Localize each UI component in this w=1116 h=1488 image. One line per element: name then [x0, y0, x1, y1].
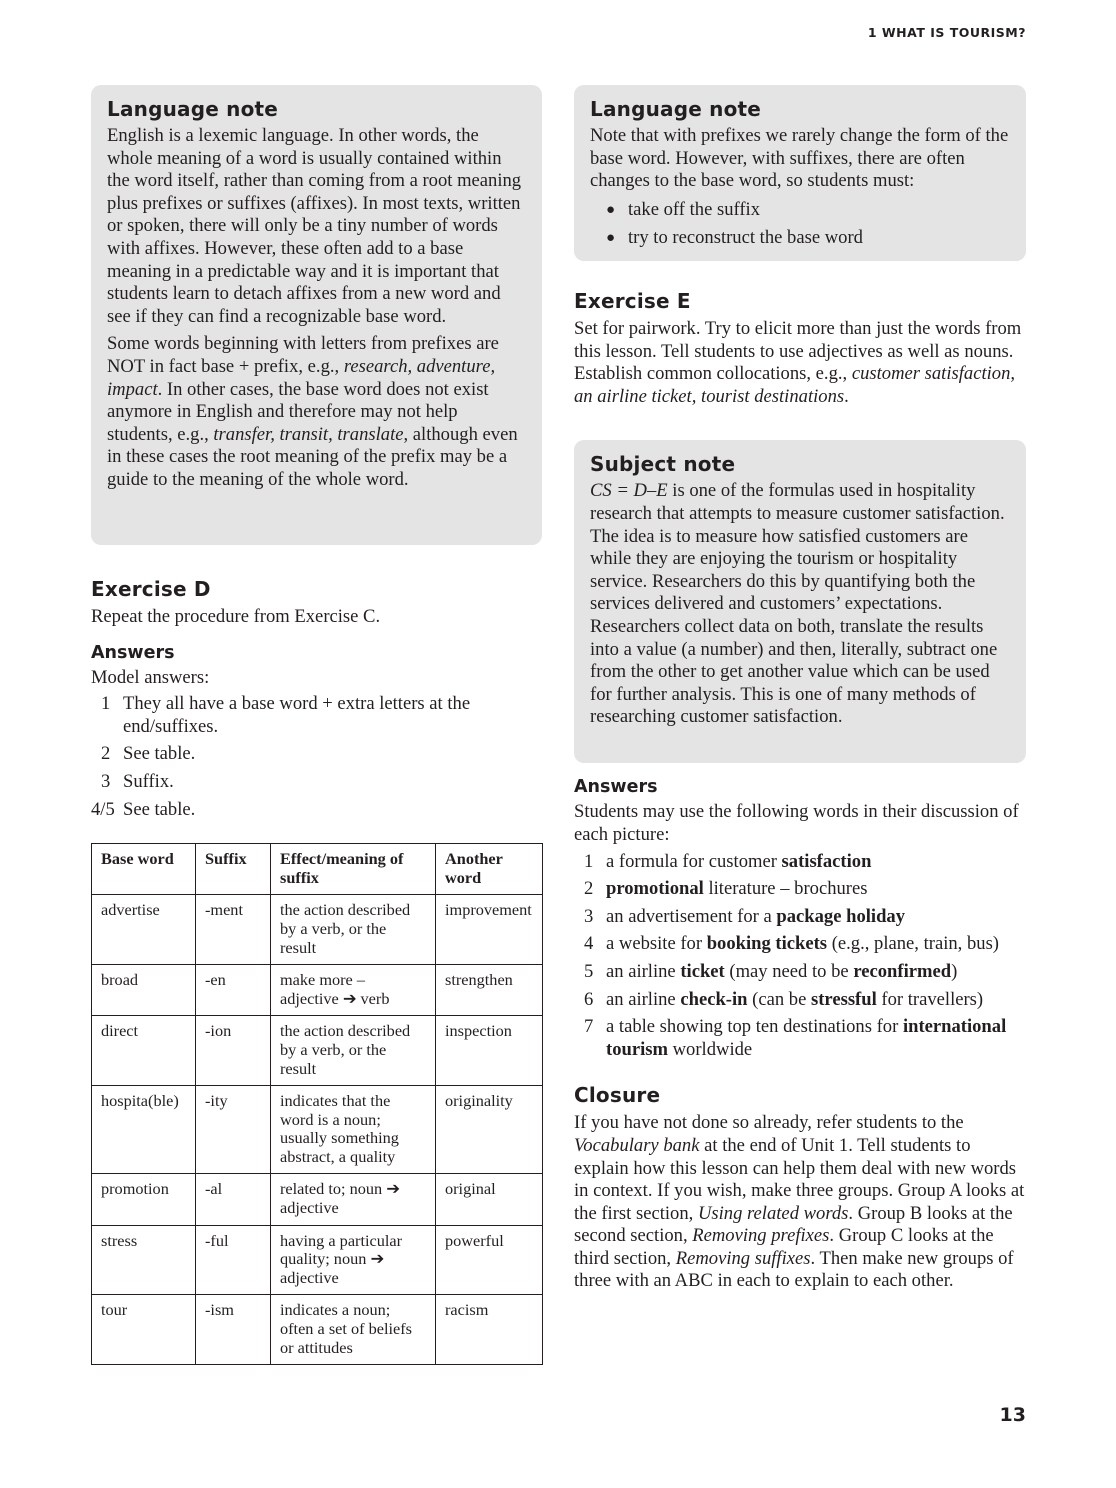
table-cell: stress: [92, 1225, 196, 1295]
table-cell: racism: [436, 1295, 543, 1365]
column-header: Effect/meaning of suffix: [271, 844, 436, 895]
table-cell: advertise: [92, 895, 196, 965]
exercise-d-text: Repeat the procedure from Exercise C.: [91, 606, 381, 627]
table-cell: improvement: [436, 895, 543, 965]
table-cell: make more – adjective ➔ verb: [271, 965, 436, 1016]
list-item: 3 Suffix.: [101, 770, 174, 792]
table-cell: -ion: [196, 1016, 271, 1086]
list-item: 2 promotional literature – brochures: [584, 878, 868, 900]
table-row: [92, 1225, 543, 1295]
column-header: Base word: [92, 844, 196, 895]
language-note-text: Note that with prefixes we rarely change the form of the base word. However, with suffixes, there are often changes to the base word, so students must:: [590, 125, 1009, 192]
list-item: 6 an airline check-in (can be stressful for travellers): [584, 988, 984, 1010]
table-cell: -al: [196, 1174, 271, 1225]
list-item: 7 a table showing top ten destinations for international tourism worldwide: [584, 1016, 1007, 1060]
table-cell: -ment: [196, 895, 271, 965]
list-item: 2 See table.: [101, 743, 196, 765]
table-row: [92, 1086, 543, 1174]
exercise-e-text: Set for pairwork. Try to elicit more than just the words from this lesson. Tell students to use adjectives as well as nouns. Establish common collocations, e.g., customer satisfaction, an airline ticket, tourist destinations.: [574, 318, 1022, 407]
table-cell: the action described by a verb, or the result: [271, 1016, 436, 1086]
table-cell: broad: [92, 965, 196, 1016]
exercise-e-section: [574, 289, 1026, 408]
table-cell: tour: [92, 1295, 196, 1365]
table-cell: -ity: [196, 1086, 271, 1174]
table-cell: -ism: [196, 1295, 271, 1365]
table-cell: having a particular quality; noun ➔ adjective: [271, 1225, 436, 1295]
table-cell: the action described by a verb, or the result: [271, 895, 436, 965]
suffix-table: [91, 843, 543, 1365]
table-cell: indicates that the word is a noun; usually something abstract, a quality: [271, 1086, 436, 1174]
running-head: 1 WHAT IS TOURISM?: [867, 25, 1026, 40]
right-column: [574, 85, 1026, 1293]
language-note-title: Language note: [590, 97, 762, 121]
model-answers-list: [91, 693, 542, 821]
table-cell: -en: [196, 965, 271, 1016]
table-header-row: [92, 844, 543, 895]
bullet-icon: ●: [606, 230, 616, 247]
table-row: [92, 965, 543, 1016]
closure-section: [574, 1083, 1026, 1293]
list-item: 4/5 See table.: [91, 798, 196, 820]
table-cell: indicates a noun; often a set of beliefs or attitudes: [271, 1295, 436, 1365]
closure-heading: Closure: [574, 1083, 661, 1108]
list-item: ● try to reconstruct the base word: [606, 227, 863, 249]
table-cell: hospita(ble): [92, 1086, 196, 1174]
language-note-paragraph-1: English is a lexemic language. In other words, the whole meaning of a word is usually contained within the word itself, rather than coming from a root meaning plus prefixes or suffixes (affixes). In most texts, written or spoken, there will only be a tiny number of words with affixes. However, these often add to a base meaning in a predictable way and it is important that students learn to detach affixes from a new word and see if they can find a recognizable base word.: [107, 125, 522, 327]
answers-list: [574, 851, 1026, 1062]
subject-note-box: [574, 440, 1026, 763]
language-note-paragraph-2: Some words beginning with letters from prefixes are NOT in fact base + prefix, e.g., research, adventure, impact. In other cases, the base word does not exist anymore in English and therefore may not help students, e.g., transfer, transit, translate, although even in these cases the root meaning of the prefix may be a guide to the meaning of the whole word.: [107, 333, 518, 490]
answers-heading-right: Answers: [574, 777, 658, 798]
table-row: [92, 1016, 543, 1086]
table-cell: original: [436, 1174, 543, 1225]
exercise-d-heading: Exercise D: [91, 577, 211, 601]
column-header: Another word: [436, 844, 543, 895]
list-item: 3 an advertisement for a package holiday: [584, 905, 906, 927]
table-row: [92, 1174, 543, 1225]
left-column: [91, 85, 542, 1365]
table-cell: strengthen: [436, 965, 543, 1016]
bullet-icon: ●: [606, 201, 616, 218]
page-number: 13: [999, 1404, 1026, 1426]
language-note-box-right: [574, 85, 1026, 261]
language-note-title: Language note: [107, 97, 279, 121]
language-note-bullets: [590, 199, 1010, 250]
column-header: Suffix: [196, 844, 271, 895]
subject-note-text: CS = D–E is one of the formulas used in hospitality research that attempts to measure customer satisfaction. The idea is to measure how satisfied customers are while they are enjoying the tourism or hospitality service. Researchers do this by quantifying both the services delivered and customers’ expectations. Researchers collect data on both, translate the results into a value (a number) and then, literally, subtract one from the other to get another value which can be used for further analysis. This is one of many methods of researching customer satisfaction.: [590, 480, 1005, 728]
table-cell: originality: [436, 1086, 543, 1174]
closure-text: If you have not done so already, refer students to the Vocabulary bank at the end of Unit 1. Tell students to explain how this lesson can help them deal with new words in context. If you wish, make three groups. Group A looks at the first section, Using related words. Group B looks at the second section, Removing prefixes. Group C looks at the third section, Removing suffixes. Then make new groups of three with an ABC in each to explain to each other.: [574, 1112, 1025, 1292]
list-item: 1 a formula for customer satisfaction: [584, 850, 872, 872]
model-answers-label: Model answers:: [91, 666, 210, 688]
list-item: 1 They all have a base word + extra letters at the end/suffixes.: [101, 693, 471, 737]
table-cell: -ful: [196, 1225, 271, 1295]
table-cell: direct: [92, 1016, 196, 1086]
answers-section-right: [574, 777, 1026, 1061]
answers-heading-left: Answers: [91, 642, 175, 663]
list-item: 5 an airline ticket (may need to be reconfirmed): [584, 960, 958, 982]
language-note-box-left: [91, 85, 542, 545]
table-cell: inspection: [436, 1016, 543, 1086]
table-row: [92, 1295, 543, 1365]
table-cell: related to; noun ➔ adjective: [271, 1174, 436, 1225]
table-row: [92, 895, 543, 965]
exercise-e-heading: Exercise E: [574, 289, 691, 313]
list-item: ● take off the suffix: [606, 198, 761, 220]
list-item: 4 a website for booking tickets (e.g., plane, train, bus): [584, 933, 1000, 955]
answers-intro: Students may use the following words in their discussion of each picture:: [574, 801, 1019, 845]
exercise-d-section: [91, 577, 542, 821]
subject-note-title: Subject note: [590, 452, 736, 477]
table-cell: powerful: [436, 1225, 543, 1295]
table-cell: promotion: [92, 1174, 196, 1225]
